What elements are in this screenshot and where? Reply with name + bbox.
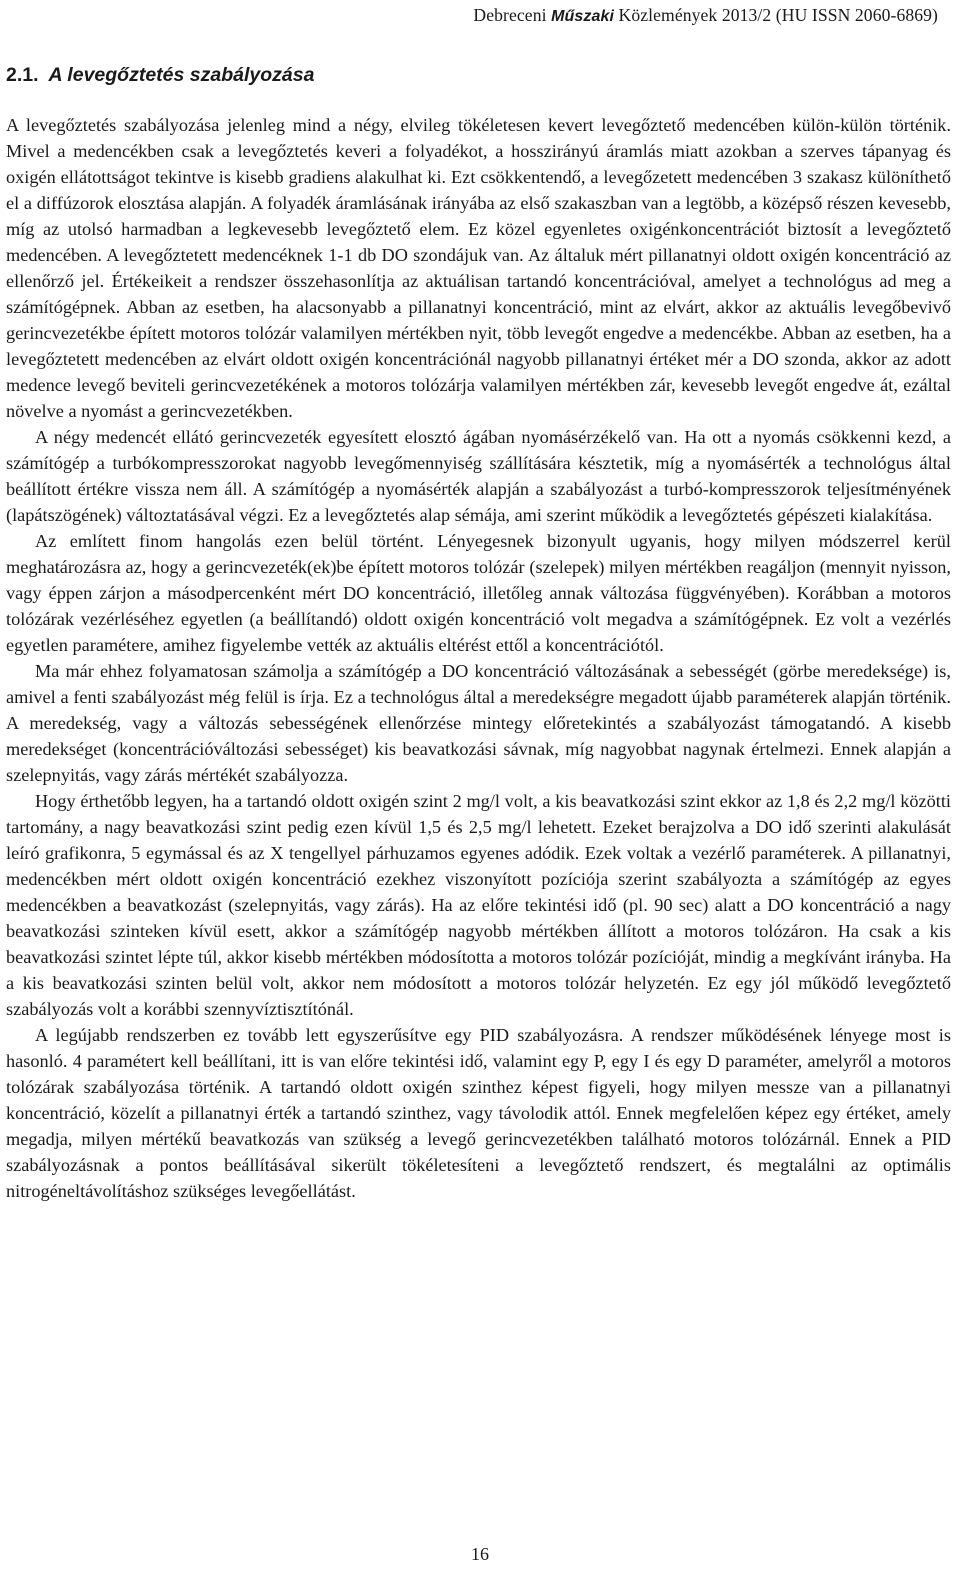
section-title: A levegőztetés szabályozása [48,64,315,86]
journal-name-prefix: Debreceni [473,5,552,25]
journal-header [473,4,938,28]
paragraph: A levegőztetés szabályozása jelenleg mind a négy, elvileg tökéletesen kevert levegőztető medencében külön-külön történik. Mivel a medencékben csak a levegőztetés keveri a folyadékot, a hosszirányú áramlás miatt azokban a szerves tápanyag és oxigén ellátottságot tekintve is kisebb gradiens alakulhat ki. Ezt csökkentendő, a levegőzetett medencében 3 szakasz különíthető el a diffúzorok elosztása alapján. A folyadék áramlásának irányába az első szakaszban van a legtöbb, a középső részen kevesebb, míg az utolsó harmadban a legkevesebb levegőztető elem. Ez közel egyenletes oxigénkoncentrációt biztosít a levegőztető medencében. A levegőztetett medencéknek 1-1 db DO szondájuk van. Az általuk mért pillanatnyi oldott oxigén koncentráció az ellenőrző jel. Értékeikeit a rendszer összehasonlítja az aktuálisan tartandó koncentrációval, amelyet a technológus ad meg a számítógépnek. Abban az esetben, ha alacsonyabb a pillanatnyi koncentráció, mint az elvárt, akkor az aktuális levegőbevivő gerincvezetékbe épített motoros tolózár valamilyen mértékben nyit, több levegőt engedve a medencékbe. Abban az esetben, ha a levegőztetett medencében az elvárt oldott oxigén koncentrációnál nagyobb pillanatnyi értéket mér a DO szonda, akkor az adott medence levegő beviteli gerincvezetékének a motoros tolózárja valamilyen mértékben zár, kevesebb levegőt engedve át, ezáltal növelve a nyomást a gerincvezetékben. [6,115,951,421]
section-number: 2.1. [6,64,39,86]
paragraph: Hogy érthetőbb legyen, ha a tartandó oldott oxigén szint 2 mg/l volt, a kis beavatkozási szint ekkor az 1,8 és 2,2 mg/l közötti tartomány, a nagy beavatkozási szint pedig ezen kívül 1,5 és 2,5 mg/l lehetett. Ezeket berajzolva a DO idő szerinti alakulását leíró grafikonra, 5 egymással és az X tengellyel párhuzamos egyenes adódik. Ezek voltak a vezérlő paraméterek. A pillanatnyi, medencékben mért oldott oxigén koncentráció ezekhez viszonyított pozíciója szerint szabályozta a számítógép az egyes medencékben a beavatkozást (szelepnyitás, vagy zárás). Ha az előre tekintési idő (pl. 90 sec) alatt a DO koncentráció a nagy beavatkozási szinteken kívül esett, akkor a számítógép nagyobb mértékben állított a motoros tolózáron. Ha csak a kis beavatkozási szintet lépte túl, akkor kisebb mértékben módosította a motoros tolózár pozícióját, mindig a megkívánt irányba. Ha a kis beavatkozási szinten belül volt, akkor nem módosított a motoros tolózár helyzetén. Ez egy jól működő levegőztető szabályozás volt a korábbi szennyvíztisztítónál. [6,791,951,1019]
body-text [6,112,951,1204]
paragraph: Ma már ehhez folyamatosan számolja a számítógép a DO koncentráció változásának a sebességét (görbe meredeksége) is, amivel a fenti szabályozást még felül is írja. Ez a technológus által a meredekségre megadott újabb paraméterek alapján történik. A meredekség, vagy a változás sebességének ellenőrzése mintegy előretekintés a szabályozást támogatandó. A kisebb meredekséget (koncentrációváltozási sebességet) kis beavatkozási sávnak, míg nagyobbat nagynak értelmezi. Ennek alapján a szelepnyitás, vagy zárás mértékét szabályozza. [6,661,951,785]
paragraph: A legújabb rendszerben ez tovább lett egyszerűsítve egy PID szabályozásra. A rendszer működésének lényege most is hasonló. 4 paramétert kell beállítani, itt is van előre tekintési idő, valamint egy P, egy I és egy D paraméter, amelyről a motoros tolózárak szabályozása történik. A tartandó oldott oxigén szinthez képest figyeli, hogy milyen messze van a pillanatnyi koncentráció, közelít a pillanatnyi érték a tartandó szinthez, vagy távolodik attól. Ennek megfelelően képez egy értéket, amely megadja, milyen mértékű beavatkozás van szükség a levegő gerincvezetékben található motoros tolózárnál. Ennek a PID szabályozásnak a pontos beállításával sikerült tökéletesíteni a levegőztető rendszert, és megtalálni az optimális nitrogéneltávolításhoz szükséges levegőellátást. [6,1025,951,1201]
paragraph: Az említett finom hangolás ezen belül történt. Lényegesnek bizonyult ugyanis, hogy milyen módszerrel kerül meghatározásra az, hogy a gerincvezeték(ek)be épített motoros tolózár (szelepek) milyen mértékben reagáljon (mennyit nyisson, vagy éppen zárjon a másodpercenként mért DO koncentráció, illetőleg annak változása függvényében). Korábban a motoros tolózárak vezérléséhez egyetlen (a beállítandó) oldott oxigén koncentráció volt megadva a számítógépnek. Ez volt a vezérlés egyetlen paramétere, amihez figyelembe vették az aktuális eltérést ettől a koncentrációtól. [6,531,951,655]
paragraph: A négy medencét ellátó gerincvezeték egyesített elosztó ágában nyomásérzékelő van. Ha ott a nyomás csökkenni kezd, a számítógép a turbókompresszorokat nagyobb levegőmennyiség szállítására késztetik, míg a nyomásérték a technológus által beállított értékre vissza nem áll. A számítógép a nyomásérték alapján a szabályozást a turbó-kompresszorok teljesítményének (lapátszögének) változtatásával végzi. Ez a levegőztetés alap sémája, ami szerint működik a levegőztetés gépészeti kialakítása. [6,427,951,525]
section-heading [6,63,314,87]
journal-name-suffix: Közlemények 2013/2 (HU ISSN 2060-6869) [614,5,938,25]
page-number: 16 [471,1544,489,1564]
journal-logo-word: Műszaki [551,8,615,25]
